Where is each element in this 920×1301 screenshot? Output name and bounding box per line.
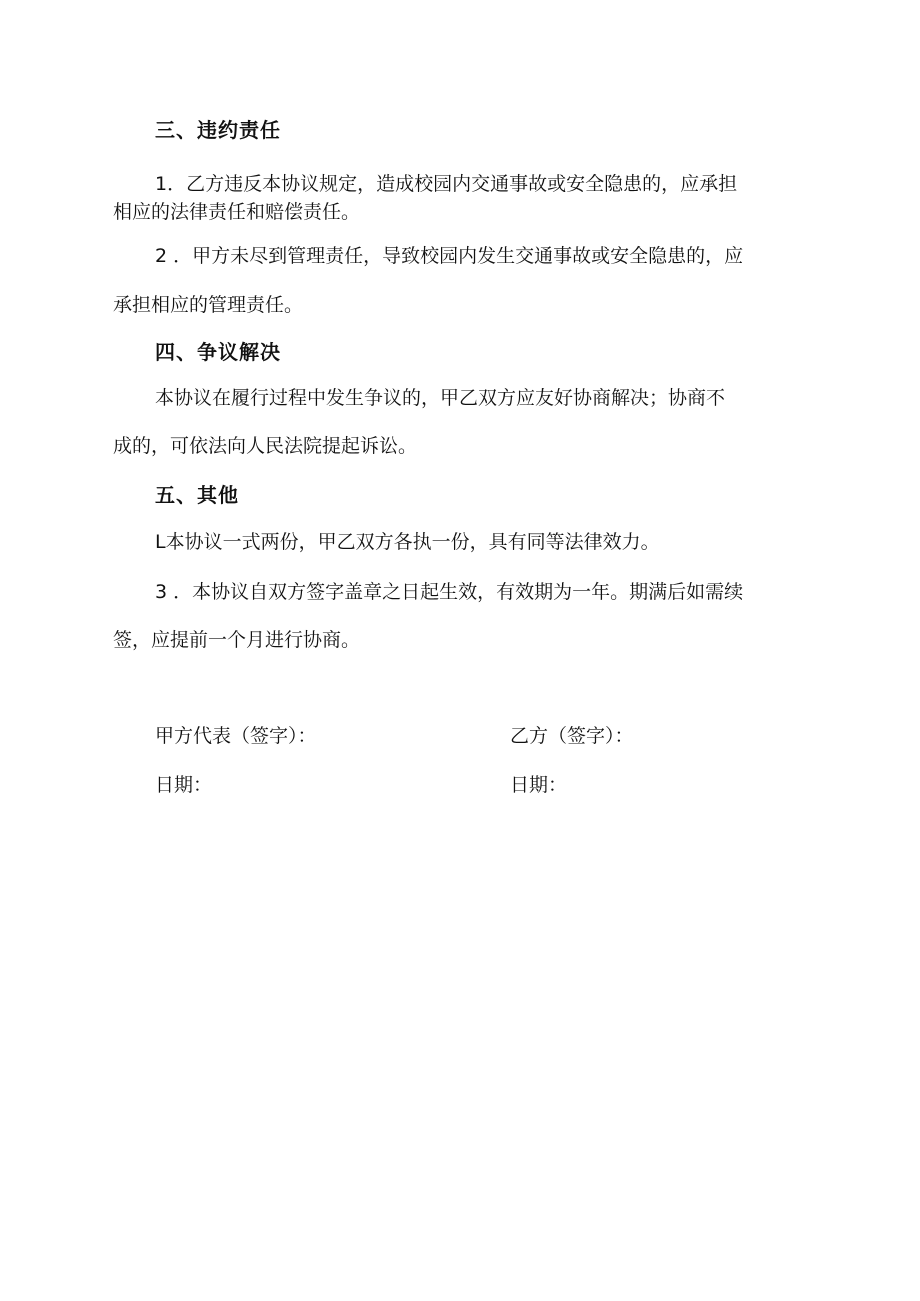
paragraph-line: 1．乙方违反本协议规定，造成校园内交通事故或安全隐患的，应承担 bbox=[155, 173, 738, 195]
section-heading-dispute: 四、争议解决 bbox=[155, 340, 281, 364]
paragraph-line: 签，应提前一个月进行协商。 bbox=[113, 629, 361, 651]
paragraph-breach-2 bbox=[113, 242, 813, 319]
paragraph-line: 承担相应的管理责任。 bbox=[113, 294, 304, 316]
paragraph-dispute bbox=[113, 384, 813, 460]
paragraph-line: 2 ．甲方未尽到管理责任，导致校园内发生交通事故或安全隐患的，应 bbox=[155, 245, 744, 267]
paragraph-line: 3 ．本协议自双方签字盖章之日起生效，有效期为一年。期满后如需续 bbox=[155, 581, 744, 603]
paragraph-other-2 bbox=[113, 578, 813, 654]
party-a-signature-label: 甲方代表（签字）： bbox=[155, 725, 317, 747]
party-b-date-label: 日期： bbox=[510, 774, 568, 796]
paragraph-line: 成的，可依法向人民法院提起诉讼。 bbox=[113, 435, 418, 457]
paragraph-other-1 bbox=[113, 528, 813, 556]
paragraph-line: L本协议一式两份，甲乙双方各执一份，具有同等法律效力。 bbox=[155, 531, 660, 553]
section-heading-breach: 三、违约责任 bbox=[155, 118, 281, 142]
paragraph-line: 本协议在履行过程中发生争议的，甲乙双方应友好协商解决；协商不 bbox=[155, 387, 726, 409]
party-a-date-label: 日期： bbox=[155, 774, 213, 796]
section-heading-other: 五、其他 bbox=[155, 483, 239, 507]
party-b-signature-label: 乙方（签字）： bbox=[510, 725, 634, 747]
paragraph-breach-1 bbox=[113, 170, 813, 226]
paragraph-line: 相应的法律责任和赔偿责任。 bbox=[113, 201, 361, 223]
